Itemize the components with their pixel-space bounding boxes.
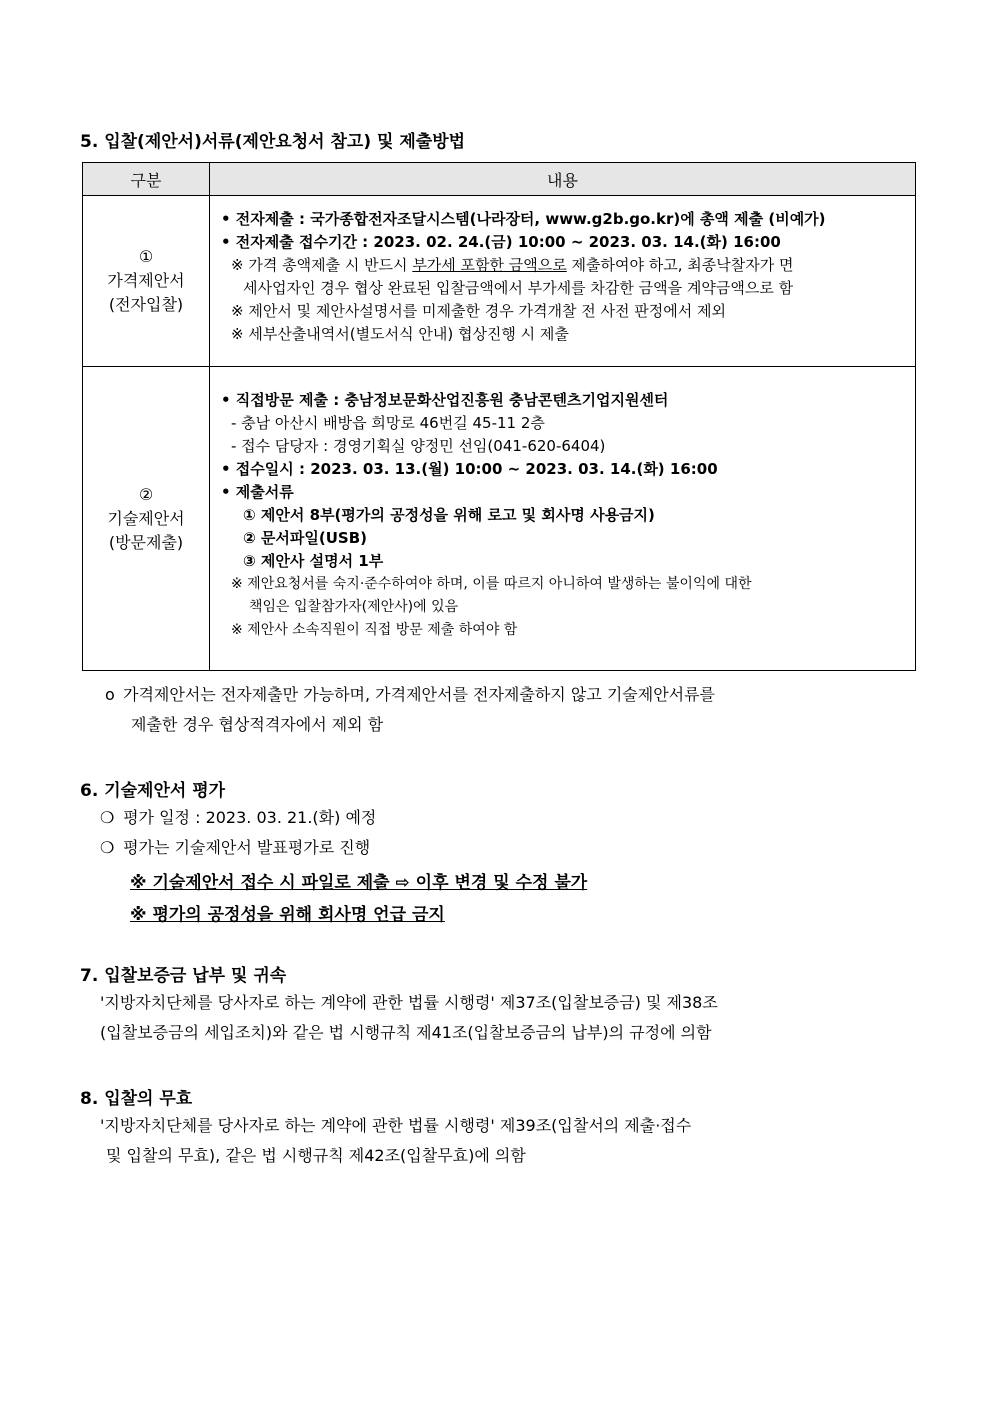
section-8-body (100, 1111, 691, 1171)
section-7-title: 7. 입찰보증금 납부 및 귀속 (80, 966, 287, 986)
header-content: 내용 (210, 163, 916, 196)
table-row (83, 367, 916, 671)
table-header-row (83, 163, 916, 196)
row1-note-2: ※ 제안서 및 제안사설명서를 미제출한 경우 가격개찰 전 사전 판정에서 제외 (231, 302, 726, 320)
section-7-line-1: '지방자치단체를 당사자로 하는 계약에 관한 법률 시행령' 제37조(입찰보증금) 및 제38조 (100, 993, 718, 1012)
row2-category (83, 367, 210, 671)
note-company-name: ※ 평가의 공정성을 위해 회사명 언급 금지 (130, 905, 445, 925)
table-row (83, 196, 916, 367)
circle-bullet-icon: ❍ (100, 838, 115, 857)
section-8-line-1: '지방자치단체를 당사자로 하는 계약에 관한 법률 시행령' 제39조(입찰서의 제출·접수 (100, 1116, 692, 1135)
row2-category-line2: (방문제출) (108, 532, 184, 552)
row1-content (210, 196, 916, 367)
section-6-notes (130, 867, 587, 931)
row2-doc-3: ③ 제안사 설명서 1부 (243, 552, 384, 570)
section-5-title: 5. 입찰(제안서)서류(제안요청서 참고) 및 제출방법 (80, 132, 466, 152)
row2-note-1: ※ 제안요청서를 숙지·준수하여야 하며, 이를 따르지 아니하여 발생하는 불이익에 대한 (231, 576, 752, 592)
row2-docs-title: • 제출서류 (221, 483, 294, 501)
section-5-footnote (105, 680, 715, 740)
row2-note-2: ※ 제안사 소속직원이 직접 방문 제출 하여야 함 (231, 622, 518, 638)
section-7-body (100, 988, 718, 1048)
row1-category (83, 196, 210, 367)
submission-table (82, 162, 916, 671)
row2-number: ② (138, 484, 154, 504)
row1-note-1-cont: 세사업자인 경우 협상 완료된 입찰금액에서 부가세를 차감한 금액을 계약금액으로 함 (243, 279, 794, 297)
row2-visit: • 직접방문 제출 : 충남정보문화산업진흥원 충남콘텐츠기업지원센터 (221, 391, 669, 409)
row2-category-line1: 기술제안서 (107, 508, 185, 528)
row1-category-line1: 가격제안서 (107, 271, 185, 290)
row1-note-3: ※ 세부산출내역서(별도서식 안내) 협상진행 시 제출 (231, 325, 569, 343)
section-6-items (100, 803, 376, 863)
row2-address: - 충남 아산시 배방읍 희망로 46번길 45-11 2층 (231, 414, 545, 432)
row2-contact: - 접수 담당자 : 경영기획실 양정민 선임(041-620-6404) (231, 437, 606, 455)
row1-note-1: ※ 가격 총액제출 시 반드시 부가세 포함한 금액으로 제출하여야 하고, 최종낙찰자가 면 (231, 256, 794, 274)
footnote-bullet: o (105, 685, 115, 704)
footnote-line-2: 제출한 경우 협상적격자에서 제외 함 (131, 715, 384, 734)
note-file-submission: ※ 기술제안서 접수 시 파일로 제출 ⇨ 이후 변경 및 수정 불가 (130, 873, 588, 893)
row2-note-1-cont: 책임은 입찰참가자(제안사)에 있음 (249, 599, 459, 615)
row2-content (210, 367, 916, 671)
row2-doc-2: ② 문서파일(USB) (243, 529, 368, 547)
section-8-title: 8. 입찰의 무효 (80, 1089, 193, 1109)
row1-number: ① (138, 247, 154, 266)
row1-line-1: • 전자제출 : 국가종합전자조달시스템(나라장터, www.g2b.go.kr)에 총액 제출 (비예가) (221, 210, 826, 228)
row1-category-line2: (전자입찰) (108, 295, 184, 314)
row2-doc-1: ① 제안서 8부(평가의 공정성을 위해 로고 및 회사명 사용금지) (243, 506, 655, 524)
list-item: ❍ 평가 일정 : 2023. 03. 21.(화) 예정 (100, 803, 376, 833)
footnote-line-1: o 가격제안서는 전자제출만 가능하며, 가격제안서를 전자제출하지 않고 기술제안서류를 (105, 680, 715, 710)
row2-period: • 접수일시 : 2023. 03. 13.(월) 10:00 ~ 2023. 03. 14.(화) 16:00 (221, 460, 718, 478)
vat-underline: 부가세 포함한 금액으로 (412, 256, 567, 274)
section-6-title: 6. 기술제안서 평가 (80, 781, 226, 801)
header-category: 구분 (83, 163, 210, 196)
section-8-line-2: 및 입찰의 무효), 같은 법 시행규칙 제42조(입찰무효)에 의함 (106, 1146, 526, 1165)
list-item: ❍ 평가는 기술제안서 발표평가로 진행 (100, 833, 376, 863)
row1-line-2: • 전자제출 접수기간 : 2023. 02. 24.(금) 10:00 ~ 2023. 03. 14.(화) 16:00 (221, 233, 781, 251)
circle-bullet-icon: ❍ (100, 808, 115, 827)
section-7-line-2: (입찰보증금의 세입조치)와 같은 법 시행규칙 제41조(입찰보증금의 납부)의 규정에 의함 (100, 1023, 712, 1042)
